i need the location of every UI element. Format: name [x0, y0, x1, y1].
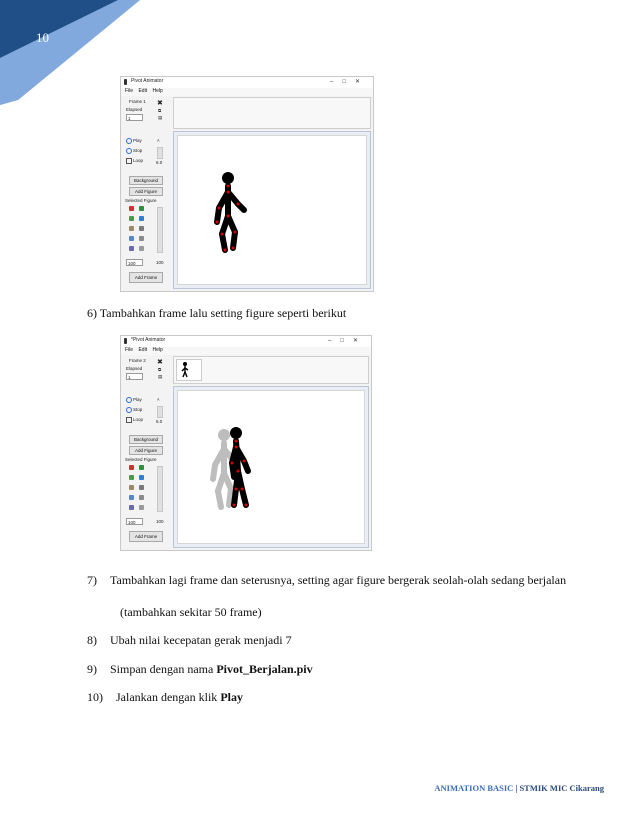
left-panel [121, 96, 169, 291]
paste-frame-icon[interactable]: ▤ [158, 374, 163, 379]
canvas-area [177, 135, 367, 285]
speed-up-arrow-icon[interactable]: ˄ [157, 397, 160, 402]
copy-frame-icon[interactable]: ⧉ [158, 108, 162, 113]
center-figure-icon[interactable] [129, 475, 134, 480]
selected-figure-label: Selected Figure [125, 457, 157, 462]
paste-frame-icon[interactable]: ▤ [158, 115, 163, 120]
footer-separator: | [513, 783, 520, 793]
delete-frame-icon[interactable]: ✖ [157, 100, 163, 107]
title-bar [121, 77, 373, 88]
speed-value: 6.0 [156, 160, 163, 165]
add-frame-button[interactable]: Add Frame [129, 272, 163, 283]
speed-slider[interactable] [157, 147, 163, 159]
size-spinner[interactable]: 100 [126, 518, 143, 525]
step-7-text: Tambahkan lagi frame dan seterusnya, setting agar figure bergerak seolah-olah sedang berjalan [110, 573, 567, 587]
color-figure-icon[interactable] [129, 226, 134, 231]
frame-thumbnail[interactable] [176, 359, 202, 381]
figure-size-slider[interactable] [157, 466, 163, 512]
step-9-number: 9) [87, 662, 97, 676]
menu-edit[interactable]: Edit [138, 88, 148, 94]
step-10-text: Jalankan dengan klik Play [116, 690, 243, 704]
elapsed-label: Elapsed [126, 107, 143, 112]
canvas-area [177, 390, 365, 544]
window-title: Pivot Animator [131, 78, 164, 84]
speed-slider[interactable] [157, 406, 163, 418]
add-figure-button[interactable]: Add Figure [129, 446, 163, 455]
add-frame-button[interactable]: Add Frame [129, 531, 163, 542]
center-figure-icon[interactable] [129, 216, 134, 221]
menu-help[interactable]: Help [152, 347, 163, 353]
speed-value: 6.0 [156, 419, 163, 424]
thumbnail-figure [177, 360, 201, 380]
copy-figure-icon[interactable] [129, 495, 134, 500]
step-7-subtext: (tambahkan sekitar 50 frame) [120, 605, 262, 619]
selected-figure-label: Selected Figure [125, 198, 157, 203]
left-panel [121, 355, 169, 550]
menu-help[interactable]: Help [152, 88, 163, 94]
menu-bar [121, 347, 371, 355]
edit-figure-icon[interactable] [139, 206, 144, 211]
loop-checkbox[interactable]: Loop [126, 417, 143, 423]
elapsed-spinner[interactable]: 1 [126, 114, 143, 121]
play-radio[interactable]: Play [126, 397, 142, 403]
copy-frame-icon[interactable]: ⧉ [158, 367, 162, 372]
lock-figure-icon[interactable] [139, 246, 144, 251]
figure-size-slider[interactable] [157, 207, 163, 253]
front-figure-icon[interactable] [139, 495, 144, 500]
lock-figure-icon[interactable] [139, 505, 144, 510]
step-7-number: 7) [87, 573, 97, 587]
elapsed-label: Elapsed [126, 366, 143, 371]
play-radio[interactable]: Play [126, 138, 142, 144]
filename: Pivot_Berjalan.piv [216, 662, 313, 676]
speed-up-arrow-icon[interactable]: ˄ [157, 138, 160, 143]
menu-file[interactable]: File [125, 88, 134, 94]
window-controls[interactable]: –□✕ [328, 338, 367, 344]
edit-figure-icon[interactable] [139, 465, 144, 470]
step-6-text: 6) Tambahkan frame lalu setting figure seperti berikut [87, 306, 347, 320]
size-spinner[interactable]: 100 [126, 259, 143, 266]
page-footer [434, 783, 604, 793]
copy-figure-icon[interactable] [129, 236, 134, 241]
frame-timeline[interactable] [173, 356, 369, 384]
play-keyword: Play [220, 690, 243, 704]
add-figure-button[interactable]: Add Figure [129, 187, 163, 196]
footer-institution: STMIK MIC Cikarang [519, 783, 604, 793]
step-9-text: Simpan dengan nama Pivot_Berjalan.piv [110, 662, 313, 676]
window-title: *Pivot Animator [131, 337, 166, 343]
delete-figure-icon[interactable] [129, 465, 134, 470]
background-button[interactable]: Background [129, 176, 163, 185]
menu-edit[interactable]: Edit [138, 347, 148, 353]
figure-tools [129, 206, 159, 256]
title-bar [121, 336, 371, 347]
color-figure-icon[interactable] [129, 485, 134, 490]
page-number: 10 [36, 30, 49, 45]
screenshot-pivot-frame-1 [120, 76, 374, 292]
back-figure-icon[interactable] [129, 505, 134, 510]
flip-figure-icon[interactable] [139, 475, 144, 480]
step-8-text: Ubah nilai kecepatan gerak menjadi 7 [110, 633, 292, 647]
menu-bar [121, 88, 373, 96]
step-8-number: 8) [87, 633, 97, 647]
stick-figure[interactable] [208, 170, 250, 256]
size-suffix: 100 [156, 260, 164, 265]
figure-tools [129, 465, 159, 515]
stick-figure[interactable] [218, 425, 260, 515]
menu-file[interactable]: File [125, 347, 134, 353]
app-icon [124, 338, 127, 344]
delete-frame-icon[interactable]: ✖ [157, 359, 163, 366]
step-10-number: 10) [87, 690, 103, 704]
elapsed-spinner[interactable]: 1 [126, 373, 143, 380]
frame-label: Frame 1 [129, 99, 146, 104]
stop-radio[interactable]: Stop [126, 148, 142, 154]
front-figure-icon[interactable] [139, 236, 144, 241]
stop-radio[interactable]: Stop [126, 407, 142, 413]
flip-figure-icon[interactable] [139, 216, 144, 221]
footer-course: ANIMATION BASIC [434, 783, 514, 793]
screenshot-pivot-frame-2 [120, 335, 372, 551]
window-controls[interactable]: –□✕ [330, 79, 369, 85]
animation-canvas[interactable] [173, 131, 371, 289]
back-figure-icon[interactable] [129, 246, 134, 251]
loop-checkbox[interactable]: Loop [126, 158, 143, 164]
frame-timeline[interactable] [173, 97, 371, 129]
app-icon [124, 79, 127, 85]
join-figure-icon[interactable] [139, 485, 144, 490]
size-suffix: 100 [156, 519, 164, 524]
join-figure-icon[interactable] [139, 226, 144, 231]
delete-figure-icon[interactable] [129, 206, 134, 211]
frame-label: Frame 2 [129, 358, 146, 363]
animation-canvas[interactable] [173, 386, 369, 548]
background-button[interactable]: Background [129, 435, 163, 444]
